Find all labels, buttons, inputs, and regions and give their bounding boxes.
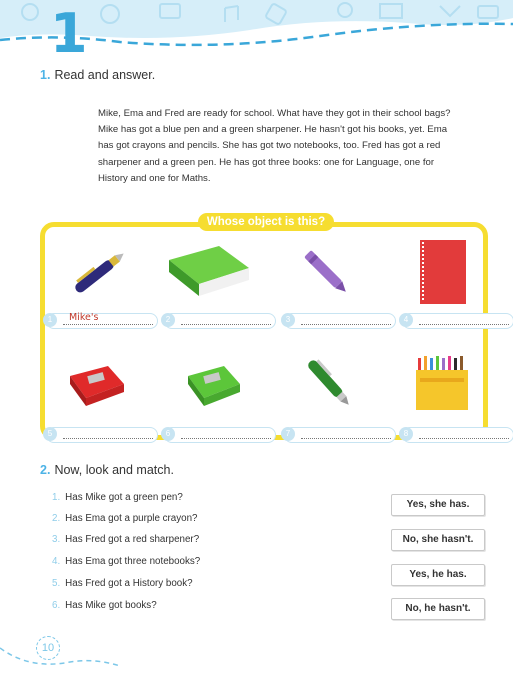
- exercise1-number: 1.: [40, 68, 51, 82]
- question-item: [52, 600, 157, 611]
- exercise2-title: [40, 463, 174, 477]
- question-text: Has Mike got books?: [65, 600, 157, 611]
- answer-field[interactable]: [402, 427, 513, 443]
- question-item: [52, 556, 200, 567]
- question-number: 1.: [52, 492, 61, 503]
- red-notebook-icon: [414, 238, 470, 306]
- passage-paragraph: Mike has got a blue pen and a green sharpener. He hasn't got his books, yet. Ema has got crayons and pencils. She has got two notebooks, too. Fred has got a red sharpener and a green pen. He has got three books: one for Language, one for History and one for Maths.: [98, 124, 448, 184]
- item-number-badge: 2: [161, 313, 175, 327]
- question-text: Has Mike got a green pen?: [65, 492, 183, 503]
- blue-pen-icon: [68, 242, 132, 302]
- page-number: 10: [36, 636, 60, 660]
- unit-header: [0, 0, 513, 62]
- answer-field[interactable]: [164, 313, 276, 329]
- item-number-badge: 7: [281, 427, 295, 441]
- question-text: Has Ema got a purple crayon?: [65, 513, 198, 524]
- question-number: 2.: [52, 513, 61, 524]
- question-item: [52, 492, 183, 503]
- purple-crayon-icon: [296, 240, 356, 304]
- question-number: 5.: [52, 578, 61, 589]
- green-book-icon: [165, 242, 251, 300]
- question-number: 6.: [52, 600, 61, 611]
- unit-number: 1: [50, 2, 88, 62]
- green-pen-icon: [298, 354, 362, 414]
- item-number-badge: 5: [43, 427, 57, 441]
- answer-field[interactable]: [284, 313, 396, 329]
- question-item: [52, 534, 199, 545]
- exercise2-number: 2.: [40, 463, 51, 477]
- question-text: Has Fred got a red sharpener?: [65, 534, 200, 545]
- question-number: 4.: [52, 556, 61, 567]
- answer-field[interactable]: [284, 427, 396, 443]
- answer-field[interactable]: [164, 427, 276, 443]
- item-number-badge: 4: [399, 313, 413, 327]
- reply-card[interactable]: No, he hasn't.: [391, 598, 485, 620]
- question-number: 3.: [52, 534, 61, 545]
- green-sharpener-icon: [184, 362, 244, 410]
- footer-decoration: [0, 640, 120, 674]
- answer-field[interactable]: [46, 427, 158, 443]
- question-item: [52, 513, 198, 524]
- question-text: Has Ema got three notebooks?: [65, 556, 201, 567]
- exercise1-title-text: Read and answer.: [54, 68, 156, 82]
- reply-card[interactable]: No, she hasn't.: [391, 529, 485, 551]
- answer-field[interactable]: [402, 313, 513, 329]
- question-item: [52, 578, 193, 589]
- reading-passage: [98, 106, 454, 187]
- answer-field[interactable]: [46, 313, 158, 329]
- frame-title: Whose object is this?: [198, 213, 334, 231]
- question-text: Has Fred got a History book?: [65, 578, 193, 589]
- item-number-badge: 8: [399, 427, 413, 441]
- red-sharpener-icon: [66, 362, 128, 410]
- item-number-badge: 3: [281, 313, 295, 327]
- crayon-box-icon: [412, 352, 474, 414]
- exercise2-title-text: Now, look and match.: [54, 463, 174, 477]
- reply-card[interactable]: Yes, he has.: [391, 564, 485, 586]
- reply-card[interactable]: Yes, she has.: [391, 494, 485, 516]
- item-number-badge: 1: [43, 313, 57, 327]
- exercise1-title: [40, 68, 155, 82]
- item-number-badge: 6: [161, 427, 175, 441]
- answer-text: Mike's: [69, 312, 99, 323]
- passage-paragraph: Mike, Ema and Fred are ready for school. What have they got in their school bags?: [98, 108, 451, 119]
